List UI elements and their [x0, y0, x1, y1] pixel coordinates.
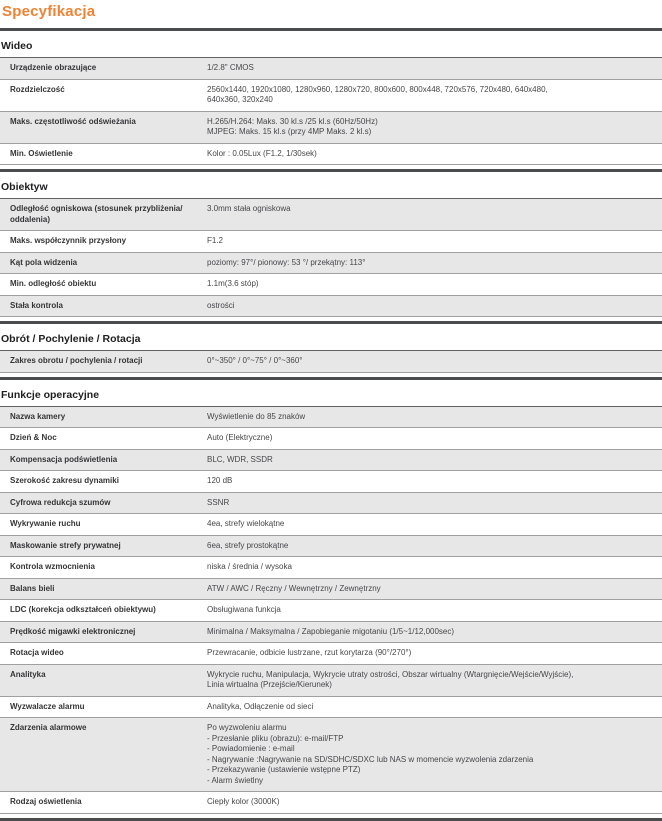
row-value-line: poziomy: 97°/ pionowy: 53 °/ przekątny: 113°: [207, 257, 366, 267]
row-value-line: Kolor : 0.05Lux (F1.2, 1/30sek): [207, 148, 317, 158]
row-label: Maskowanie strefy prywatnej: [10, 540, 121, 550]
row-label: Cyfrowa redukcja szumów: [10, 497, 111, 507]
row-value-line: Minimalna / Maksymalna / Zapobieganie migotaniu (1/5~1/12,000sec): [207, 626, 455, 636]
row-value-line: 2560x1440, 1920x1080, 1280x960, 1280x720, 800x600, 800x448, 720x576, 720x480, 640x480,: [207, 84, 548, 94]
row-value: [207, 296, 662, 317]
row-value: [207, 144, 662, 165]
table-row: [0, 697, 662, 719]
row-value-line: - Alarm świetlny: [207, 775, 264, 785]
row-value-line: 1/2.8" CMOS: [207, 63, 254, 72]
row-label: Maks. częstotliwość odświeżania: [10, 116, 136, 126]
row-value-line: 3.0mm stała ogniskowa: [207, 204, 291, 213]
row-value-line: Auto (Elektryczne): [207, 433, 273, 442]
row-label: Szerokość zakresu dynamiki: [10, 476, 119, 485]
row-value-line: niska / średnia / wysoka: [207, 562, 292, 571]
row-value-line: SSNR: [207, 497, 230, 507]
row-value-line: Przewracanie, odbicie lustrzane, rzut korytarza (90°/270°): [207, 648, 412, 657]
spec-table: [0, 406, 662, 814]
row-label: Wyzwalacze alarmu: [10, 701, 85, 711]
table-row: [0, 296, 662, 318]
table-row: [0, 557, 662, 579]
row-label: Prędkość migawki elektronicznej: [10, 626, 136, 636]
row-value-line: MJPEG: Maks. 15 kl.s (przy 4MP Maks. 2 kl.s): [207, 127, 372, 136]
table-row: [0, 144, 662, 166]
row-label: Kąt pola widzenia: [10, 257, 78, 267]
title-divider: [0, 28, 662, 31]
row-value-line: 1.1m(3.6 stóp): [207, 279, 259, 288]
table-row: [0, 80, 662, 112]
row-label: Kontrola wzmocnienia: [10, 562, 95, 571]
row-label: Urządzenie obrazujące: [10, 63, 97, 72]
row-value-line: Wyświetlenie do 85 znaków: [207, 411, 306, 421]
row-value: [207, 643, 662, 664]
table-row: [0, 351, 662, 373]
section-header: Wideo: [1, 40, 33, 52]
table-row: [0, 536, 662, 558]
row-value: [207, 718, 662, 791]
table-row: [0, 253, 662, 275]
row-value: [207, 351, 662, 372]
table-row: [0, 231, 662, 253]
spec-table: [0, 350, 662, 373]
row-value-line: - Powiadomienie : e-mail: [207, 744, 295, 753]
row-label: Nazwa kamery: [10, 411, 66, 421]
row-value-line: - Przesłanie pliku (obrazu): e-mail/FTP: [207, 733, 344, 743]
row-value: [207, 112, 662, 143]
table-row: [0, 274, 662, 296]
row-label: Zdarzenia alarmowe: [10, 723, 87, 732]
row-value: [207, 274, 662, 295]
row-value-line: H.265/H.264: Maks. 30 kl.s /25 kl.s (60Hz/50Hz): [207, 116, 378, 126]
row-label: Stała kontrola: [10, 300, 63, 310]
row-value: [207, 493, 662, 514]
row-value: [207, 536, 662, 557]
section-header: Obrót / Pochylenie / Rotacja: [1, 333, 141, 345]
table-row: [0, 600, 662, 622]
row-value-line: Po wyzwoleniu alarmu: [207, 723, 287, 732]
row-value-line: Ciepły kolor (3000K): [207, 797, 280, 806]
table-row: [0, 428, 662, 450]
row-label: Rodzaj oświetlenia: [10, 797, 82, 806]
row-label: Rozdzielczość: [10, 84, 65, 94]
row-label: Min. odległość obiektu: [10, 279, 97, 288]
spec-sections: [0, 40, 662, 821]
row-value: [207, 557, 662, 578]
table-row: [0, 622, 662, 644]
row-label: Rotacja wideo: [10, 648, 64, 657]
row-value: [207, 450, 662, 471]
row-value: [207, 471, 662, 492]
row-value: [207, 514, 662, 535]
table-row: [0, 471, 662, 493]
row-value-line: Analityka, Odłączenie od sieci: [207, 701, 314, 711]
table-row: [0, 450, 662, 472]
row-value: [207, 231, 662, 252]
row-value-line: 120 dB: [207, 476, 233, 485]
spec-table: [0, 57, 662, 165]
section-header: Funkcje operacyjne: [1, 388, 100, 401]
row-value-line: - Przekazywanie (ustawienie wstępne PTZ): [207, 765, 361, 774]
table-row: [0, 718, 662, 792]
row-value: [207, 665, 662, 696]
table-row: [0, 199, 662, 231]
row-value-line: F1.2: [207, 236, 224, 245]
table-row: [0, 112, 662, 144]
table-row: [0, 665, 662, 697]
row-value: [207, 600, 662, 621]
spec-section: [0, 389, 662, 821]
table-row: [0, 643, 662, 665]
row-value-line: Obsługiwana funkcja: [207, 605, 281, 614]
spec-document: [0, 3, 662, 821]
row-value-line: Linia wirtualna (Przejście/Kierunek): [207, 680, 332, 689]
row-value-line: Wykrycie ruchu, Manipulacja, Wykrycie utraty ostrości, Obszar wirtualny (Wtargnięcie/Wejście/Wyjście),: [207, 669, 574, 679]
row-value: [207, 697, 662, 718]
row-label: LDC (korekcja odkształceń obiektywu): [10, 605, 156, 614]
spec-section: [0, 40, 662, 172]
row-label: Balans bieli: [10, 583, 55, 593]
table-row: [0, 579, 662, 601]
row-value: [207, 428, 662, 449]
spec-table: [0, 198, 662, 317]
row-value: [207, 253, 662, 274]
row-value-line: BLC, WDR, SSDR: [207, 454, 273, 464]
row-label: Analityka: [10, 669, 46, 679]
row-label: Dzień & Noc: [10, 433, 57, 442]
row-label: Maks. współczynnik przysłony: [10, 236, 127, 245]
row-value-line: 0°~350° / 0°~75° / 0°~360°: [207, 356, 303, 365]
row-value: [207, 58, 662, 79]
row-value: [207, 579, 662, 600]
table-row: [0, 514, 662, 536]
row-value: [207, 199, 662, 220]
row-value-line: 6ea, strefy prostokątne: [207, 540, 289, 550]
section-header: Obiektyw: [1, 181, 48, 193]
row-label: Min. Oświetlenie: [10, 148, 73, 158]
row-value-line: 640x360, 320x240: [207, 95, 273, 104]
table-row: [0, 407, 662, 429]
row-label: Zakres obrotu / pochylenia / rotacji: [10, 356, 143, 365]
row-value: [207, 622, 662, 643]
row-label: Kompensacja podświetlenia: [10, 454, 118, 464]
spec-section: [0, 333, 662, 380]
page-title: Specyfikacja: [2, 3, 96, 20]
row-value-line: 4ea, strefy wielokątne: [207, 519, 285, 528]
table-row: [0, 792, 662, 814]
row-value-line: ATW / AWC / Ręczny / Wewnętrzny / Zewnętrzny: [207, 583, 381, 593]
spec-section: [0, 181, 662, 324]
row-value: [207, 80, 662, 111]
row-label: Wykrywanie ruchu: [10, 519, 81, 528]
table-row: [0, 493, 662, 515]
table-row: [0, 58, 662, 80]
row-value: [207, 792, 662, 813]
row-value-line: - Nagrywanie :Nagrywanie na SD/SDHC/SDXC lub NAS w momencie wyzwolenia zdarzenia: [207, 754, 534, 764]
row-value: [207, 407, 662, 428]
row-label: Odległość ogniskowa (stosunek przybliżenia/ oddalenia): [10, 204, 183, 224]
row-value-line: ostrości: [207, 300, 235, 310]
